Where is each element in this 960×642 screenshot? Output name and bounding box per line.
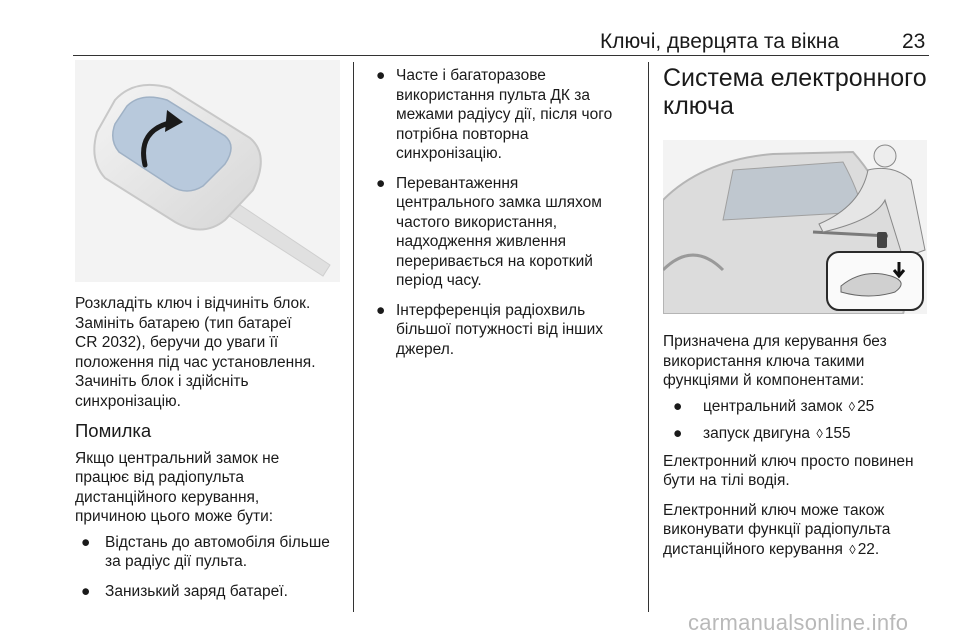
list-item: ● Часте і багаторазове використання пульта ДК за межами радіусу дії, після чого потрібна повторна синхронізацію. <box>376 67 613 162</box>
page-header <box>0 0 960 52</box>
error-heading: Помилка <box>75 420 152 441</box>
column-1 <box>75 60 350 611</box>
car-door-icon <box>663 140 927 314</box>
column-2 <box>370 66 645 369</box>
intro-paragraph: Призначена для керування без використання ключа такими функціями й компонентами: <box>663 333 887 389</box>
list-item: ● центральний замок ◊ 25 <box>673 397 875 415</box>
page-reference-link[interactable]: 25 <box>857 397 875 415</box>
bullet-icon: ● <box>376 67 386 84</box>
list-item: ● запуск двигуна ◊ 155 <box>673 425 851 442</box>
section-title: Система електронного ключа <box>663 64 927 120</box>
bullet-icon: ● <box>673 397 683 415</box>
page-reference-link[interactable]: 22. <box>857 540 880 558</box>
watermark: carmanualsonline.info <box>688 610 909 635</box>
header-divider <box>73 55 929 56</box>
error-causes-list-continued <box>370 66 645 359</box>
page-reference-icon: ◊ <box>849 541 856 557</box>
bullet-icon: ● <box>376 301 386 319</box>
page-reference-link[interactable]: 155 <box>824 425 851 442</box>
list-item: ● Інтерференція радіохвиль більшої потужності від інших джерел. <box>376 301 604 358</box>
bullet-icon: ● <box>376 174 386 192</box>
page-reference-icon: ◊ <box>816 426 823 441</box>
error-paragraph: Якщо центральний замок не працює від радіопульта дистанційного керування, причиною цього може бути: <box>75 449 280 525</box>
page-reference-icon: ◊ <box>848 398 856 414</box>
key-battery-illustration <box>75 60 340 282</box>
page-number: 23 <box>902 30 926 53</box>
keyless-entry-illustration <box>663 140 927 314</box>
bullet-icon: ● <box>81 533 91 551</box>
body-paragraph: Електронний ключ може також виконувати функції радіопульта дистанційного керування ◊ 22. <box>663 501 891 558</box>
column-divider-1 <box>353 62 354 612</box>
caption-paragraph: Розкладіть ключ і відчиніть блок. Замініть батарею (тип батареї CR 2032), беручи до уваги її положення під час установлення. Зачиніть блок і здійсніть синхронізацію. <box>75 295 316 410</box>
list-item: ● Занизький заряд батареї. <box>81 582 288 600</box>
bullet-icon: ● <box>673 425 683 442</box>
key-fob-icon <box>75 60 340 282</box>
column-divider-2 <box>648 62 649 612</box>
bullet-icon: ● <box>81 582 91 600</box>
chapter-title: Ключі, дверцята та вікна <box>600 30 840 53</box>
list-item: ● Перевантаження центрального замка шляхом частого використання, надходження живлення переривається на короткий період часу. <box>376 174 602 289</box>
functions-list <box>663 397 933 444</box>
body-paragraph: Електронний ключ просто повинен бути на тілі водія. <box>663 452 914 489</box>
column-3 <box>663 64 933 569</box>
error-causes-list <box>75 533 350 602</box>
list-item: ● Відстань до автомобіля більше за радіус дії пульта. <box>81 533 330 570</box>
